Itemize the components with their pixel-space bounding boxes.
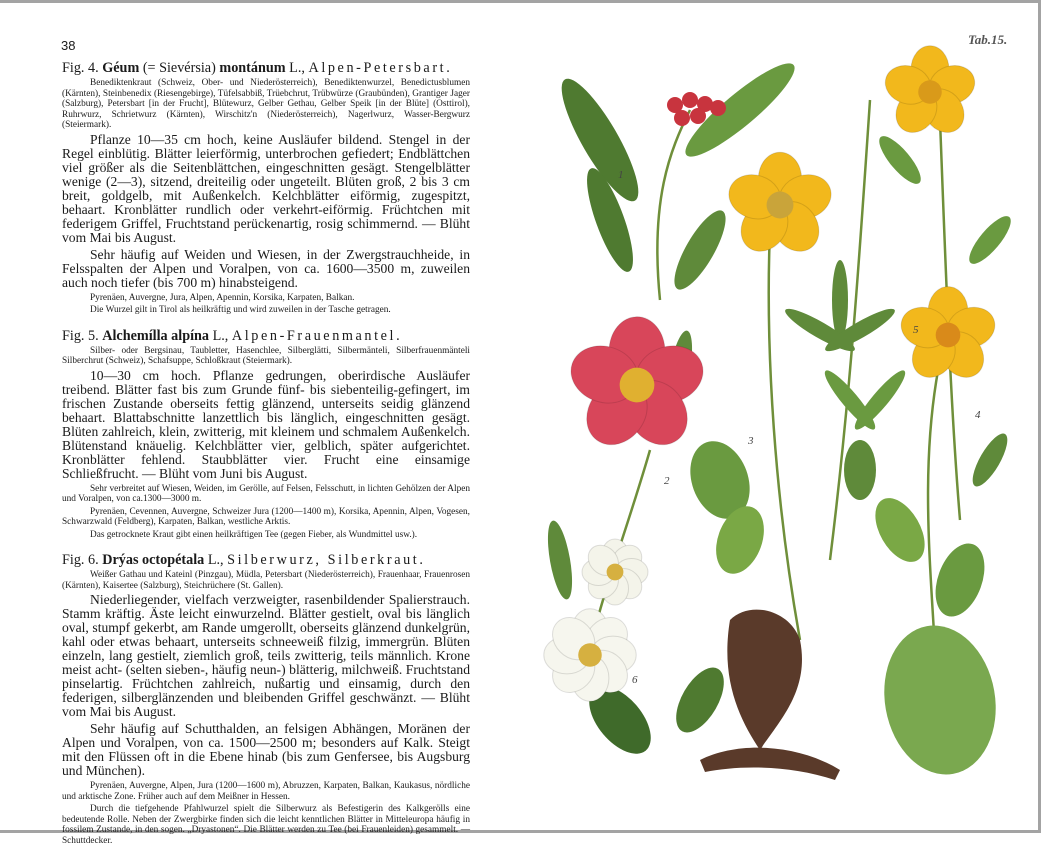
text-column	[62, 60, 470, 848]
geum-flower	[723, 152, 837, 260]
flower-center	[607, 564, 624, 581]
synonym: (= Sievérsia)	[139, 60, 220, 76]
common-name: Silberwurz, Silberkraut.	[227, 552, 426, 568]
author: L.,	[285, 60, 309, 76]
common-name: Alpen-Petersbart.	[308, 60, 453, 76]
plate-label: Tab.15.	[968, 32, 1008, 47]
leaf	[873, 617, 1007, 784]
figure-heading	[62, 328, 470, 345]
figure-number: Fig. 5.	[62, 327, 99, 344]
description-paragraph: Niederliegender, vielfach verzweigter, rasenbildender Spalierstrauch. Stamm kräftig. Äste leicht einwurzelnd. Blätter gestielt, oval bis länglich oval, stumpf gekerbt, am Rande umgerollt, oberseits glänzend dunkelgrün, kahl oder etwas behaart, unterseits schneeweiß filzig, immergrün. Blüten einzeln, lang gestielt, ziemlich groß, teils zwitterig, teils männlich. Krone meist acht- (selten sieben-, häufig neun-) blätterig, milchweiß. Fruchtstand pinselartig. Früchtchen zahlreich, nußartig und einsamig, durch den federigen, silberglänzenden und bleibenden Griffel geschwänzt. — Blüht vom Mai bis August.	[62, 592, 470, 719]
geum-flower	[880, 46, 980, 141]
dryas-flower	[582, 539, 648, 605]
note: Das getrocknete Kraut gibt einen heilkräftigen Tee (gegen Fieber, als Wundmittel usw.).	[90, 529, 418, 540]
vernacular-names: Benediktenkraut (Schweiz, Ober- und Niederösterreich), Benediktenwurzel, Benedictusblumen (Kärnten), Steinbenedix (Riesengebirge), Tüfelsabbiß, Trüebchrut, Trübwürze (Graubünden), Grantiger Jager (Salzburg), Petersbart [in der Frucht], Blütewurz, Gelber Gethau, Gelber Speik [in der Blüte] (Osttirol), Ruhrwurz, Schrietwurz (Kärnten), Wirschitz'n (Niederösterreich), Nagerlwurz, Wasser-Bergwurz (Steiermark).	[62, 78, 470, 130]
note: Die Wurzel gilt in Tirol als heilkräftig und wird zuweilen in der Tasche getragen.	[90, 305, 391, 315]
note: Durch die tiefgehende Pfahlwurzel spielt die Silberwurz als Befestigerin des Kalkgerölls eine bedeutende Rolle. Neben der Zwergbirke finden sich die leicht kenntlichen Blätter in Mitteleuropa häufig in fossilem Zustande, in den sogen. „Dryastonen“. Die Blätter werden zu Tee (bei Frauenleiden) gesammelt. — Schuttdecker.	[62, 804, 470, 846]
note: Pyrenäen, Auvergne, Alpen, Jura (1200—1600 m), Abruzzen, Karpaten, Balkan, Kaukasus, nördliche und arktische Zone. Früher auch auf dem Meißner in Hessen.	[62, 781, 470, 802]
plate-figure-number: 4	[975, 409, 981, 421]
flower-center	[578, 643, 602, 667]
page-number: 38	[61, 38, 76, 53]
bud	[690, 108, 706, 124]
plate-figure-number: 2	[664, 475, 670, 487]
plate-figure-number: 3	[748, 435, 754, 447]
dryas-flower	[544, 609, 636, 701]
genus-name: Drýas octopétala	[102, 552, 205, 568]
figure-6-entry	[62, 552, 470, 846]
figure-number: Fig. 6.	[62, 552, 99, 568]
habitat-paragraph: Sehr häufig auf Schutthalden, an felsigen Abhängen, Moränen der Alpen und Voralpen, von ca. 1500—2500 m; besonders auf Kalk. Steigt mit den Flüssen oft in die Ebene hinab (bis zum Genfersee, bis Augsburg und München).	[62, 721, 470, 778]
figure-number: Fig. 4.	[62, 60, 99, 76]
figure-heading	[62, 60, 470, 77]
author: L.,	[209, 327, 232, 344]
figure-heading	[62, 552, 470, 569]
leaf	[963, 211, 1017, 270]
flower-center	[620, 368, 655, 403]
note: Sehr verbreitet auf Wiesen, Weiden, im Gerölle, auf Felsen, Felsschutt, in lichten Gehölzen der Alpen und Voralpen, von ca.1300—3000 m.	[62, 483, 470, 504]
leaf	[844, 440, 876, 500]
figure-5-entry	[62, 328, 470, 541]
leaf	[666, 660, 733, 740]
genus-name: Géum	[102, 60, 140, 76]
leaf	[665, 204, 734, 296]
bud	[682, 92, 698, 108]
flower-center	[936, 323, 961, 348]
description-paragraph: 10—30 cm hoch. Pflanze gedrungen, oberirdische Ausläufer treibend. Blätter fast bis zum Grunde fünf- bis siebenteilig-gefingert, im frischen Zustande oberseits fettig glänzend, unterseits seidig glänzend behaart. Blattabschnitte lanzettlich bis länglich, eingeschnitten gesägt. Blüten zahlreich, klein, zwitterig, mit kleinem und schmalem Außenkelch. Blütenstand knäuelig. Kelchblätter vier, gelblich, später aufgerichtet. Kronblätter fehlend. Staubblätter vier. Frucht eine einsamige Schließfrucht. — Blüht vom Juni bis August.	[62, 367, 470, 481]
leaf	[926, 537, 993, 623]
vernacular-names: Weißer Gathau und Kateinl (Pinzgau), Müdla, Petersbart (Niederösterreich), Frauenhaar, Frauenrosen (Kärnten), Kaisertee (Salzburg), Steichrüchere (St. Gallen).	[62, 570, 470, 591]
leaf	[543, 519, 577, 601]
vernacular-names: Silber- oder Bergsinau, Taubletter, Hasenchlee, Silberglätti, Silbermänteli, Silberfrauenmänteli Silberchrut (Schweiz), Schafsuppe, Schloßkraut (Steiermark).	[62, 345, 470, 366]
bud	[674, 110, 690, 126]
note: Pyrenäen, Cevennen, Auvergne, Schweizer Jura (1200—1400 m), Korsika, Apennin, Alpen, Vogesen, Schwarzwald (Feldberg), Karpaten, Balkan, westliche Arktis.	[62, 506, 470, 527]
genus-name: Alchemílla alpína	[102, 327, 210, 344]
description-paragraph: Pflanze 10—35 cm hoch, keine Ausläufer bildend. Stengel in der Regel einblütig. Blätter leierförmig, unterbrochen gefiedert; Endblättchen viel größer als die Seitenblättchen, eingeschnitten gesägt. Stengelblätter wenige (2—3), sitzend, dreiteilig oder ungeteilt. Blüten groß, 2 bis 3 cm breit, goldgelb, mit Außenkelch. Kelchblätter eiförmig, zugespitzt, behaart. Kronblätter rundlich oder verkehrt-eiförmig. Früchtchen mit federigem Griffel, Fruchtstand perückenartig, rosig schimmernd. — Blüht vom Mai bis August.	[62, 131, 470, 245]
bud	[710, 100, 726, 116]
leaf	[832, 260, 848, 340]
plate-figure-number: 5	[913, 324, 919, 336]
species-name: montánum	[219, 60, 286, 76]
leaf	[865, 490, 935, 571]
figure-4-entry	[62, 60, 470, 316]
author: L.,	[204, 552, 228, 568]
note: Pyrenäen, Auvergne, Jura, Alpen, Apennin, Korsika, Karpaten, Balkan.	[90, 292, 355, 303]
leaf	[873, 131, 927, 190]
stem	[769, 230, 800, 640]
leaf	[966, 429, 1013, 491]
habitat-paragraph: Sehr häufig auf Weiden und Wiesen, in der Zwergstrauchheide, in Felsspalten der Alpen und Voralpen, von ca. 1600—3500 m, zuweilen auch noch tiefer (bis 700 m) hinabsteigend.	[62, 246, 470, 290]
geum-flower	[896, 287, 1000, 386]
flower-center	[918, 80, 942, 104]
plate-figure-number: 1	[618, 169, 624, 181]
plate-figure-number: 6	[632, 674, 638, 686]
flower-center	[767, 192, 794, 219]
botanical-plate-illustration	[530, 3, 1038, 827]
common-name: Alpen-Frauenmantel.	[231, 327, 403, 344]
